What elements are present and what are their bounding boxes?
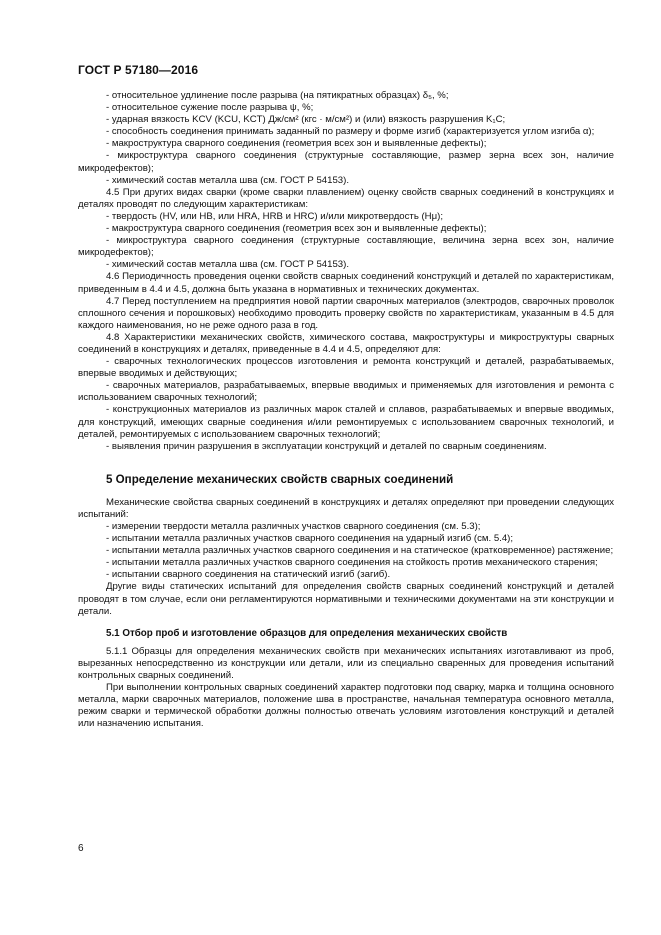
section-5-heading: 5 Определение механических свойств сварных соединений <box>106 472 454 486</box>
list-item: - микроструктура сварного соединения (структурные составляющие, размер зерна всех зон, наличие микродефектов); <box>78 150 614 174</box>
list-item: - ударная вязкость KCV (KCU, KCT) Дж/см² (кгс · м/см²) и (или) вязкость разрушения K₁C; <box>106 114 506 126</box>
list-item: - относительное удлинение после разрыва (на пятикратных образцах) δ₅, %; <box>106 90 449 101</box>
list-item: - твердость (HV, или HB, или HRA, HRB и HRC) и/или микротвердость (Hμ); <box>106 210 444 222</box>
subsection-5-1-heading: 5.1 Отбор проб и изготовление образцов для определения механических свойств <box>106 627 508 639</box>
list-item: - способность соединения принимать заданный по размеру и форме изгиб (характеризуется углом изгиба α); <box>106 126 595 138</box>
list-item: - испытании металла различных участков сварного соединения и на статическое (кратковременное) растяжение; <box>106 545 614 557</box>
list-item: - химический состав металла шва (см. ГОСТ Р 54153). <box>106 174 349 186</box>
list-item: - сварочных материалов, разрабатываемых, впервые вводимых и применяемых для изготовления и ремонта с использованием сварочных технологий; <box>78 380 614 404</box>
paragraph-5-1-1: 5.1.1 Образцы для определения механических свойств при механических испытаниях изготавливают из проб, вырезанных непосредственно из конструкции или детали, или из специально сваренных для проведения испытаний контрольных сварных соединений. <box>78 645 614 682</box>
paragraph-4-6: 4.6 Периодичность проведения оценки свойств сварных соединений конструкций и деталей по характеристикам, приведенным в 4.4 и 4.5, должна быть указана в нормативных и технических документах. <box>78 271 614 295</box>
list-item: - измерении твердости металла различных участков сварного соединения (см. 5.3); <box>106 521 481 532</box>
list-item: - испытании металла различных участков сварного соединения на ударный изгиб (см. 5.4); <box>106 533 514 545</box>
document-body <box>78 90 614 731</box>
page-number: 6 <box>78 843 84 854</box>
paragraph-4-5: 4.5 При других видах сварки (кроме сварки плавлением) оценку свойств сварных соединений в конструкциях и деталях проводят по следующим характеристикам: <box>78 186 614 210</box>
paragraph-section-5-intro: Механические свойства сварных соединений в конструкциях и деталях определяют при проведении следующих испытаний: <box>78 496 614 520</box>
list-item: - испытании сварного соединения на статический изгиб (загиб). <box>106 569 391 581</box>
paragraph-4-7: 4.7 Перед поступлением на предприятия новой партии сварочных материалов (электродов, сварочных проволок сплошного сечения и порошковых) необходимо проводить проверку свойств по характеристикам, указанным в 4.5 для каждого наименования, но не реже одного раза в год. <box>78 295 614 331</box>
list-item: - испытании металла различных участков сварного соединения на стойкость против механического старения; <box>106 557 598 569</box>
paragraph-4-8: 4.8 Характеристики механических свойств, химического состава, макроструктуры и микроструктуры сварных соединений в конструкциях и деталях, приведенные в 4.4 и 4.5, определяют для: <box>78 331 614 355</box>
list-item: - химический состав металла шва (см. ГОСТ Р 54153). <box>106 259 349 271</box>
list-item: - выявления причин разрушения в эксплуатации конструкций и деталей по сварным соединениям. <box>106 440 547 452</box>
list-item: - микроструктура сварного соединения (структурные составляющие, величина зерна всех зон, наличие микродефектов); <box>78 235 614 259</box>
paragraph-other-tests: Другие виды статических испытаний для определения свойств сварных соединений конструкций и деталей проводят в том случае, если они регламентируются нормативными и техническими документами на эти конструкции и детали. <box>78 581 614 617</box>
paragraph-control-joints: При выполнении контрольных сварных соединений характер подготовки под сварку, марка и толщина основного металла, марки сварочных материалов, положение шва в пространстве, начальная температура основного металла, режим сварки и термической обработки должны полностью отвечать условиям изготовления конструкций и деталей или назначению испытания. <box>78 682 614 730</box>
document-code-header: ГОСТ Р 57180—2016 <box>78 63 199 77</box>
list-item: - конструкционных материалов из различных марок сталей и сплавов, разрабатываемых и впервые вводимых, для конструкций, имеющих сварные соединения и/или ремонтируемых с использованием сварочных технологий, и деталей, ремонтируемых с использованием сварочных технологий; <box>78 404 614 440</box>
list-item: - макроструктура сварного соединения (геометрия всех зон и выявленные дефекты); <box>106 138 487 150</box>
list-item: - макроструктура сварного соединения (геометрия всех зон и выявленные дефекты); <box>106 223 487 235</box>
list-item: - относительное сужение после разрыва ψ, %; <box>106 102 314 114</box>
list-item: - сварочных технологических процессов изготовления и ремонта конструкций и деталей, разрабатываемых, впервые вводимых и действующих; <box>78 356 614 380</box>
